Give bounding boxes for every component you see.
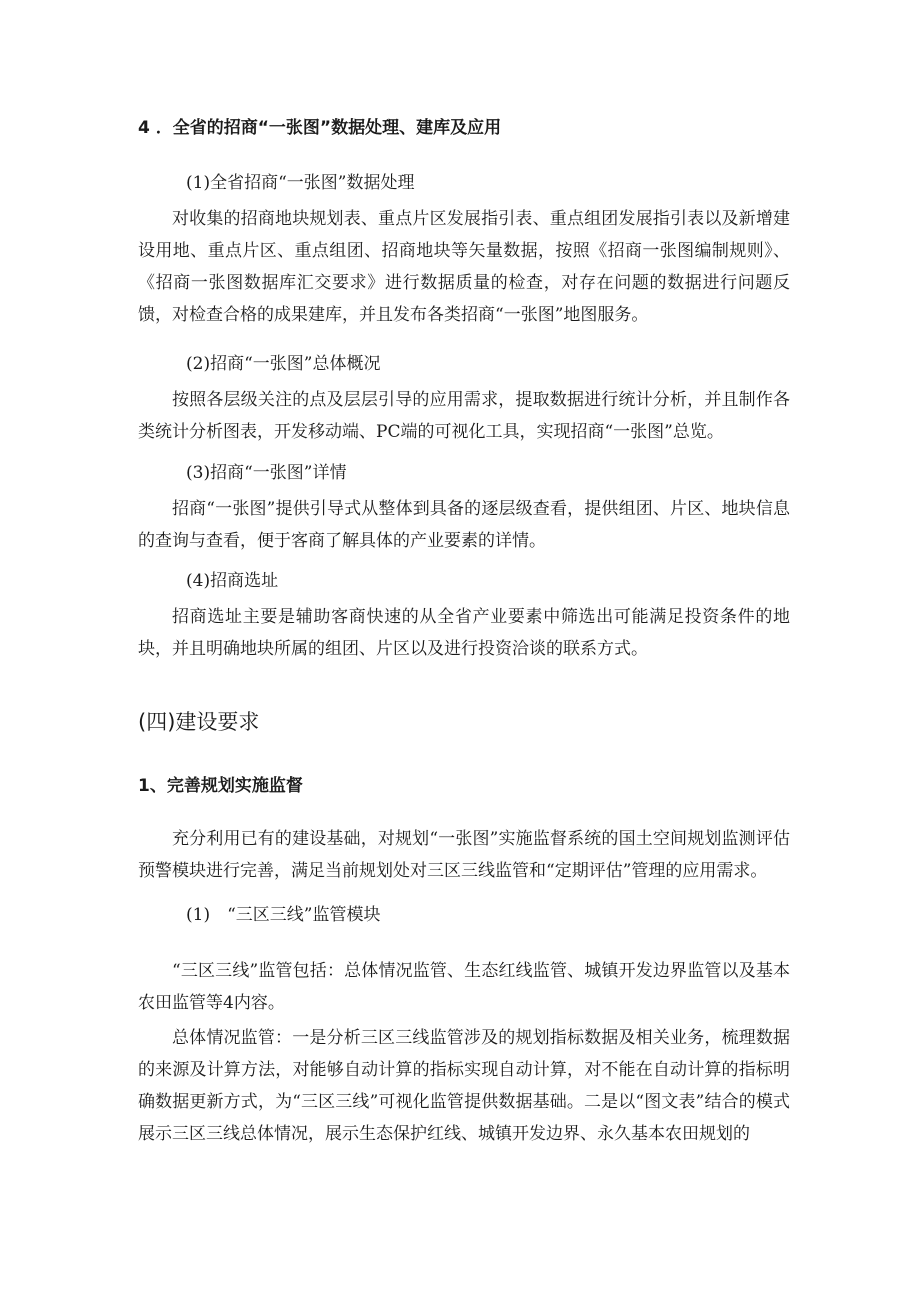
subheading-3: (3)招商“一张图”详情 [186,463,347,483]
paragraph-1: 对收集的招商地块规划表、重点片区发展指引表、重点组团发展指引表以及新增建设用地、重点片区、重点组团、招商地块等矢量数据，按照《招商一张图编制规则》、《招商一张图数据库汇交要求》进行数据质量的检查，对存在问题的数据进行问题反馈，对检查合格的成果建库，并且发布各类招商“一张图”地图服务。 [138,209,790,325]
heading-1: 1、完善规划实施监督 [138,776,303,796]
paragraph-2: 按照各层级关注的点及层层引导的应用需求，提取数据进行统计分析，并且制作各类统计分析图表，开发移动端、PC端的可视化工具，实现招商“一张图”总览。 [138,390,790,442]
paragraph-5: 充分利用已有的建设基础，对规划“一张图”实施监督系统的国土空间规划监测评估预警模块进行完善，满足当前规划处对三区三线监管和“定期评估”管理的应用需求。 [138,829,790,881]
subheading-1: (1)全省招商“一张图”数据处理 [186,173,415,193]
paragraph-7: 总体情况监管：一是分析三区三线监管涉及的规划指标数据及相关业务，梳理数据的来源及计算方法，对能够自动计算的指标实现自动计算，对不能在自动计算的指标明确数据更新方式，为“三区三线”可视化监管提供数据基础。二是以“图文表”结合的模式展示三区三线总体情况，展示生态保护红线、城镇开发边界、永久基本农田规划的 [138,1028,790,1144]
paragraph-6: “三区三线”监管包括：总体情况监管、生态红线监管、城镇开发边界监管以及基本农田监管等4内容。 [138,961,790,1013]
subheading-4: (4)招商选址 [186,571,279,591]
section-title: (四)建设要求 [138,710,260,734]
subheading-a: (1) “三区三线”监管模块 [186,905,381,925]
paragraph-4: 招商选址主要是辅助客商快速的从全省产业要素中筛选出可能满足投资条件的地块，并且明确地块所属的组团、片区以及进行投资洽谈的联系方式。 [138,607,790,659]
subheading-2: (2)招商“一张图”总体概况 [186,354,381,374]
paragraph-3: 招商“一张图”提供引导式从整体到具备的逐层级查看，提供组团、片区、地块信息的查询与查看，便于客商了解具体的产业要素的详情。 [138,499,790,551]
heading-4: 4 ．全省的招商“一张图”数据处理、建库及应用 [138,118,502,138]
